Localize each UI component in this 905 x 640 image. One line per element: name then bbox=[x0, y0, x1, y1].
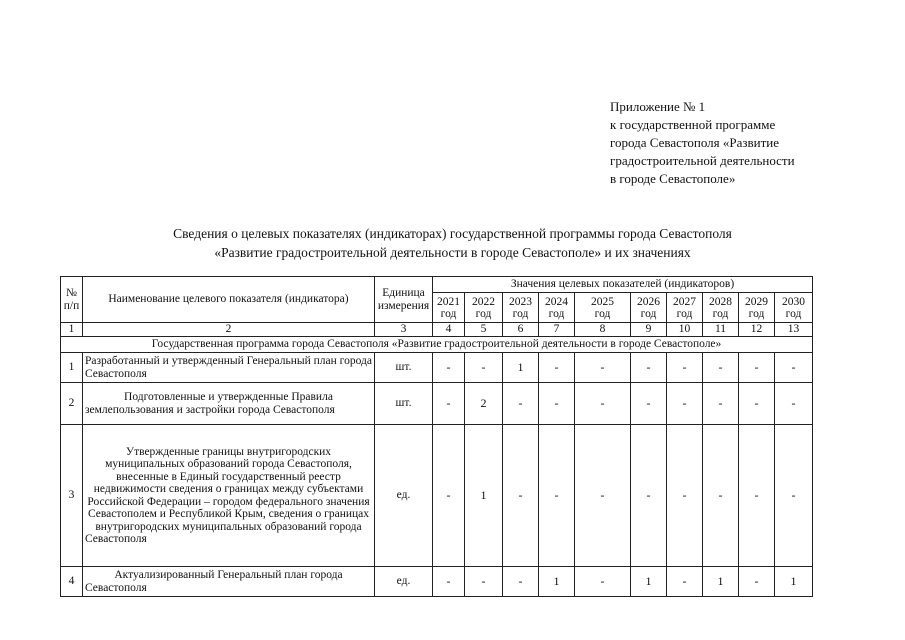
header-year-suffix: год bbox=[676, 307, 693, 320]
indicator-value: - bbox=[667, 383, 703, 425]
indicator-value: 1 bbox=[631, 567, 667, 597]
indicator-value: - bbox=[503, 425, 539, 567]
column-number: 3 bbox=[375, 323, 433, 337]
column-number: 6 bbox=[503, 323, 539, 337]
header-year-suffix: год bbox=[548, 307, 565, 320]
column-number: 12 bbox=[739, 323, 775, 337]
indicator-name: Подготовленные и утвержденные Правила землепользования и застройки города Севастополя bbox=[83, 383, 375, 425]
indicator-value: - bbox=[575, 353, 631, 383]
header-year-suffix: год bbox=[512, 307, 529, 320]
indicator-value: - bbox=[739, 425, 775, 567]
column-number: 7 bbox=[539, 323, 575, 337]
header-year-value: 2026 bbox=[637, 295, 660, 308]
header-num: № п/п bbox=[61, 277, 83, 323]
header-year-2028 bbox=[703, 293, 739, 323]
header-year-value: 2029 bbox=[745, 295, 768, 308]
indicator-value: - bbox=[433, 383, 465, 425]
row-number: 4 bbox=[61, 567, 83, 597]
header-year-value: 2024 bbox=[545, 295, 568, 308]
indicator-value: 1 bbox=[503, 353, 539, 383]
header-year-2024 bbox=[539, 293, 575, 323]
appendix-line: градостроительной деятельности bbox=[610, 153, 795, 168]
header-unit: Единица измерения bbox=[375, 277, 433, 323]
row-number: 2 bbox=[61, 383, 83, 425]
section-title: Государственная программа города Севастополя «Развитие градостроительной деятельности в городе Севастополе» bbox=[61, 337, 813, 353]
indicator-value: - bbox=[631, 353, 667, 383]
header-year-value: 2025 bbox=[591, 295, 614, 308]
appendix-line: к государственной программе bbox=[610, 117, 776, 132]
column-number: 1 bbox=[61, 323, 83, 337]
table-row bbox=[61, 567, 813, 597]
column-number: 5 bbox=[465, 323, 503, 337]
column-number: 10 bbox=[667, 323, 703, 337]
header-year-2025 bbox=[575, 293, 631, 323]
header-year-suffix: год bbox=[712, 307, 729, 320]
indicator-value: - bbox=[433, 567, 465, 597]
indicator-value: - bbox=[631, 383, 667, 425]
header-year-suffix: год bbox=[748, 307, 765, 320]
header-year-suffix: год bbox=[785, 307, 802, 320]
header-year-value: 2023 bbox=[509, 295, 532, 308]
indicator-value: - bbox=[503, 383, 539, 425]
appendix-note bbox=[610, 98, 890, 188]
indicator-value: - bbox=[631, 425, 667, 567]
header-year-suffix: год bbox=[594, 307, 611, 320]
header-year-value: 2027 bbox=[673, 295, 696, 308]
appendix-line: Приложение № 1 bbox=[610, 99, 706, 114]
indicator-value: - bbox=[775, 425, 813, 567]
appendix-line: в городе Севастополе» bbox=[610, 171, 736, 186]
header-year-suffix: год bbox=[640, 307, 657, 320]
header-year-2021 bbox=[433, 293, 465, 323]
indicator-value: - bbox=[433, 353, 465, 383]
appendix-line: города Севастополя «Развитие bbox=[610, 135, 780, 150]
indicator-value: 1 bbox=[775, 567, 813, 597]
header-values-group: Значения целевых показателей (индикаторов) bbox=[433, 277, 813, 293]
indicator-name: Разработанный и утвержденный Генеральный план города Севастополя bbox=[83, 353, 375, 383]
indicator-value: - bbox=[703, 383, 739, 425]
indicator-value: - bbox=[739, 567, 775, 597]
document-title bbox=[0, 224, 905, 262]
column-number: 11 bbox=[703, 323, 739, 337]
column-number: 2 bbox=[83, 323, 375, 337]
table-row bbox=[61, 383, 813, 425]
indicator-name: Утвержденные границы внутригородских муниципальных образований города Севастополя, внесенные в Единый государственный реестр недвижимости сведения о границах между субъектами Российской Федерации – городом федерального значения Севастополем и Республикой Крым, сведения о границах внутригородских муниципальных образований города Севастополя bbox=[83, 425, 375, 567]
indicator-value: - bbox=[703, 425, 739, 567]
document-title-line2: «Развитие градостроительной деятельности в городе Севастополе» и их значениях bbox=[214, 245, 691, 260]
indicator-value: - bbox=[703, 353, 739, 383]
indicator-unit: шт. bbox=[375, 353, 433, 383]
indicator-value: - bbox=[739, 383, 775, 425]
header-year-value: 2022 bbox=[472, 295, 495, 308]
header-year-value: 2030 bbox=[782, 295, 805, 308]
indicator-unit: шт. bbox=[375, 383, 433, 425]
header-year-value: 2021 bbox=[437, 295, 460, 308]
column-number: 13 bbox=[775, 323, 813, 337]
indicator-value: - bbox=[539, 383, 575, 425]
header-year-suffix: год bbox=[440, 307, 457, 320]
header-name: Наименование целевого показателя (индикатора) bbox=[83, 277, 375, 323]
indicator-value: - bbox=[575, 425, 631, 567]
indicator-value: - bbox=[465, 353, 503, 383]
indicator-value: - bbox=[575, 383, 631, 425]
header-year-2027 bbox=[667, 293, 703, 323]
indicator-value: 1 bbox=[703, 567, 739, 597]
document-title-line1: Сведения о целевых показателях (индикаторах) государственной программы города Севастополя bbox=[173, 226, 732, 241]
row-number: 1 bbox=[61, 353, 83, 383]
header-year-2030 bbox=[775, 293, 813, 323]
column-number: 4 bbox=[433, 323, 465, 337]
row-number: 3 bbox=[61, 425, 83, 567]
header-year-2029 bbox=[739, 293, 775, 323]
indicator-value: - bbox=[433, 425, 465, 567]
indicator-value: - bbox=[739, 353, 775, 383]
header-year-value: 2028 bbox=[709, 295, 732, 308]
indicator-value: - bbox=[539, 425, 575, 567]
header-year-suffix: год bbox=[475, 307, 492, 320]
header-year-2026 bbox=[631, 293, 667, 323]
header-year-2023 bbox=[503, 293, 539, 323]
indicator-value: - bbox=[667, 567, 703, 597]
indicator-value: - bbox=[539, 353, 575, 383]
table-row bbox=[61, 353, 813, 383]
indicator-value: 2 bbox=[465, 383, 503, 425]
indicators-table bbox=[60, 276, 813, 597]
indicator-value: - bbox=[775, 353, 813, 383]
indicator-value: 1 bbox=[465, 425, 503, 567]
indicator-value: 1 bbox=[539, 567, 575, 597]
header-year-2022 bbox=[465, 293, 503, 323]
indicator-unit: ед. bbox=[375, 425, 433, 567]
indicator-value: - bbox=[465, 567, 503, 597]
indicator-value: - bbox=[775, 383, 813, 425]
indicator-value: - bbox=[667, 425, 703, 567]
table-row bbox=[61, 425, 813, 567]
column-number: 9 bbox=[631, 323, 667, 337]
indicator-value: - bbox=[575, 567, 631, 597]
indicator-value: - bbox=[667, 353, 703, 383]
indicator-value: - bbox=[503, 567, 539, 597]
indicator-unit: ед. bbox=[375, 567, 433, 597]
column-number: 8 bbox=[575, 323, 631, 337]
indicator-name: Актуализированный Генеральный план города Севастополя bbox=[83, 567, 375, 597]
